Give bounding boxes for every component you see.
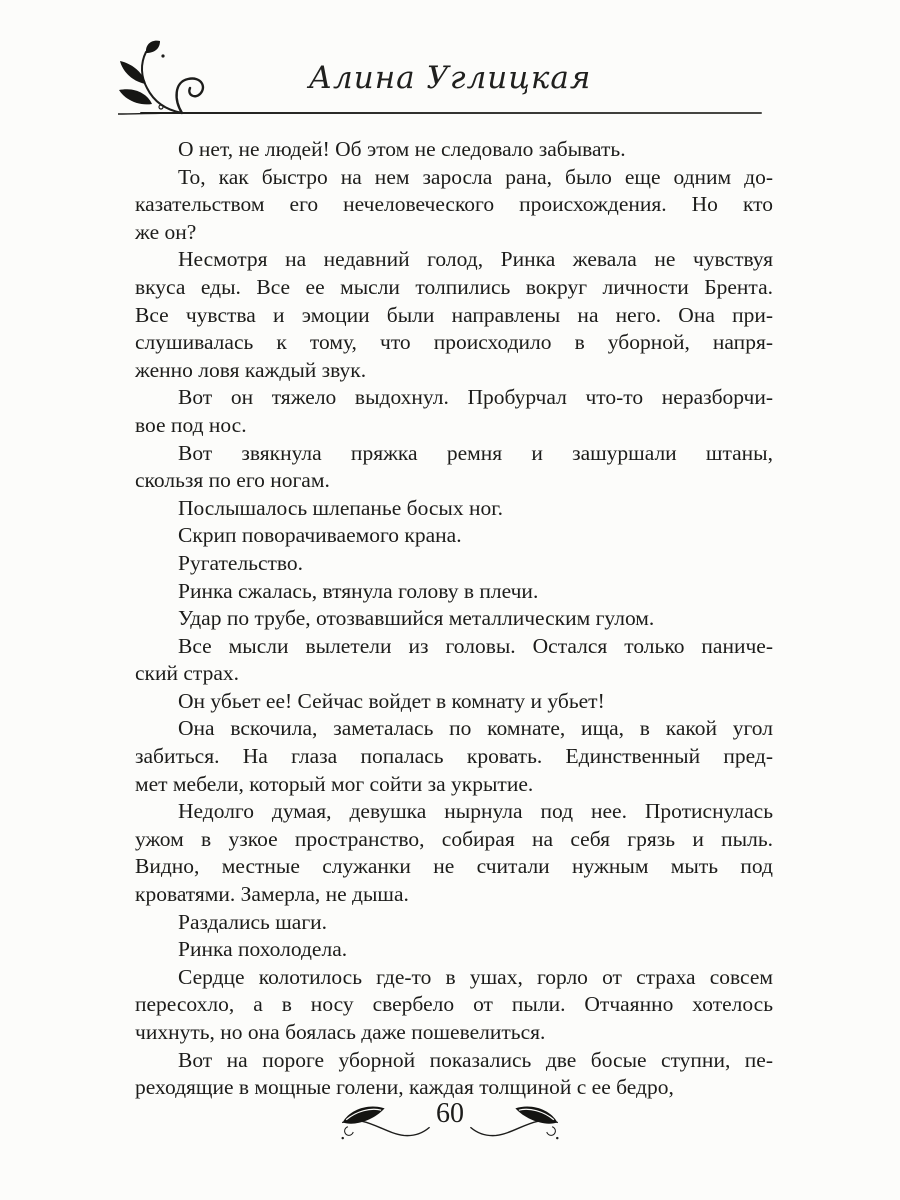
- paragraph: [135, 384, 773, 439]
- text-line: Несмотря на недавний голод, Ринка жевала не чувствуя: [178, 247, 773, 272]
- text-line: казательством его нечеловеческого происхождения. Но кто: [135, 192, 773, 217]
- page-number: 60: [436, 1098, 464, 1129]
- text-line: ский страх.: [135, 661, 239, 686]
- paragraph: [135, 246, 773, 384]
- paragraph: [135, 715, 773, 798]
- text-line: Вот на пороге уборной показались две босые ступни, пе-: [178, 1047, 773, 1072]
- header-rule: [140, 112, 762, 114]
- text-line: реходящие в мощные голени, каждая толщиной с ее бедро,: [135, 1075, 674, 1100]
- text-line: же он?: [135, 219, 197, 244]
- text-line: Ринка похолодела.: [178, 937, 348, 962]
- text-line: Послышалось шлепанье босых ног.: [178, 495, 504, 520]
- text-line: Вот звякнула пряжка ремня и зашуршали штаны,: [178, 440, 773, 465]
- text-line: Ругательство.: [178, 550, 304, 575]
- text-line: Она вскочила, заметалась по комнате, ища, в какой угол: [178, 716, 773, 741]
- text-line: женно ловя каждый звук.: [135, 357, 367, 382]
- text-line: пересохло, а в носу свербело от пыли. Отчаянно хотелось: [135, 992, 773, 1017]
- text-line: ужом в узкое пространство, собирая на себя грязь и пыль.: [135, 826, 773, 851]
- paragraph: [135, 964, 773, 1047]
- text-line: скользя по его ногам.: [135, 468, 330, 493]
- text-line: кроватями. Замерла, не дыша.: [135, 882, 409, 907]
- paragraph: [135, 495, 773, 523]
- paragraph: [135, 605, 773, 633]
- paragraph: [135, 136, 773, 164]
- text-line: Вот он тяжело выдохнул. Пробурчал что-то неразборчи-: [178, 385, 773, 410]
- text-line: Раздались шаги.: [178, 909, 328, 934]
- text-line: Все чувства и эмоции были направлены на него. Она при-: [135, 302, 773, 327]
- text-line: чихнуть, но она боялась даже пошевелиться.: [135, 1020, 546, 1044]
- text-line: вое под нос.: [135, 412, 247, 437]
- text-line: слушивалась к тому, что происходило в уборной, напря-: [135, 330, 773, 355]
- text-line: Скрип поворачиваемого крана.: [178, 523, 462, 548]
- text-line: мет мебели, который мог сойти за укрытие.: [135, 771, 534, 796]
- paragraph: [135, 909, 773, 937]
- leaf-flourish-right-icon: [470, 1102, 566, 1148]
- paragraph: [135, 522, 773, 550]
- text-line: Он убьет ее! Сейчас войдет в комнату и убьет!: [178, 688, 605, 713]
- text-line: Ринка сжалась, втянула голову в плечи.: [178, 578, 539, 603]
- paragraph: [135, 688, 773, 716]
- text-line: забиться. На глаза попалась кровать. Единственный пред-: [135, 744, 773, 769]
- text-line: О нет, не людей! Об этом не следовало забывать.: [178, 137, 626, 161]
- paragraph: [135, 798, 773, 908]
- paragraph: [135, 164, 773, 247]
- paragraph: [135, 440, 773, 495]
- paragraph: [135, 936, 773, 964]
- text-line: Недолго думая, девушка нырнула под нее. Протиснулась: [178, 799, 773, 824]
- leaf-flourish-left-icon: [334, 1102, 430, 1148]
- text-line: То, как быстро на нем заросла рана, было еще одним до-: [178, 164, 773, 189]
- text-line: Все мысли вылетели из головы. Остался только паниче-: [178, 633, 773, 658]
- text-line: Удар по трубе, отозвавшийся металлическим гулом.: [178, 606, 655, 631]
- paragraph: [135, 633, 773, 688]
- page-footer: [0, 1094, 900, 1148]
- text-line: Сердце колотилось где-то в ушах, горло от страха совсем: [178, 964, 773, 989]
- text-line: Видно, местные служанки не считали нужным мыть под: [135, 854, 773, 879]
- text-line: вкуса еды. Все ее мысли толпились вокруг личности Брента.: [135, 274, 773, 299]
- running-title: Алина Углицкая: [308, 60, 592, 96]
- paragraph: [135, 578, 773, 606]
- page-body: [135, 136, 773, 1102]
- paragraph: [135, 550, 773, 578]
